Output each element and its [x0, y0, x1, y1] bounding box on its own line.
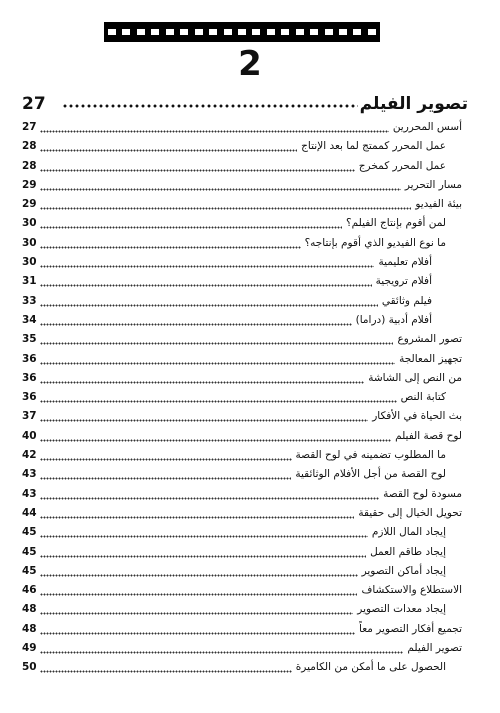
- toc-entry-leader: [40, 169, 355, 172]
- toc-entry-label: تجميع أفكار التصوير معاً: [359, 622, 462, 635]
- toc-entry-label: إيجاد طاقم العمل: [370, 545, 446, 558]
- toc-entry[interactable]: [22, 505, 462, 524]
- toc-entry-leader: [40, 632, 355, 635]
- toc-entry-leader: [40, 419, 368, 422]
- toc-entry-page: 45: [22, 564, 37, 577]
- toc-entry-leader: [40, 497, 379, 500]
- toc-entry[interactable]: [22, 466, 462, 485]
- toc-entry-page: 37: [22, 410, 37, 423]
- toc-entry-leader: [40, 381, 364, 384]
- toc-entry-page: 31: [22, 275, 37, 288]
- toc-entry[interactable]: [22, 447, 462, 466]
- toc-entry-leader: [40, 670, 292, 673]
- toc-entry-leader: [40, 458, 292, 461]
- toc-entry-leader: [40, 323, 352, 326]
- toc-entry-leader: [40, 400, 397, 403]
- toc-entry[interactable]: [22, 621, 462, 640]
- toc-entry[interactable]: [22, 138, 462, 157]
- toc-entry-label: تحويل الخيال إلى حقيقة: [358, 506, 462, 519]
- toc-entry-page: 36: [22, 371, 37, 384]
- toc-entry[interactable]: [22, 196, 462, 215]
- toc-entry-leader: [40, 265, 374, 268]
- toc-entry-page: 36: [22, 391, 37, 404]
- toc-entry-page: 36: [22, 352, 37, 365]
- toc-entry[interactable]: [22, 582, 462, 601]
- toc-entry[interactable]: [22, 389, 462, 408]
- toc-entry[interactable]: [22, 312, 462, 331]
- toc-entry[interactable]: [22, 254, 462, 273]
- toc-entry-page: 49: [22, 642, 37, 655]
- toc-entry-leader: [40, 555, 366, 558]
- toc-entry-label: تصوير الفيلم: [407, 642, 462, 655]
- toc-list: [22, 119, 462, 679]
- toc-entry-leader: [40, 246, 301, 249]
- toc-entry-leader: [40, 612, 353, 615]
- toc-entry-label: لمن أقوم بإنتاج الفيلم؟: [346, 217, 446, 230]
- toc-entry-page: 44: [22, 506, 37, 519]
- toc-entry-page: 34: [22, 313, 37, 326]
- toc-entry-leader: [40, 516, 354, 519]
- toc-entry-label: مسار التحرير: [404, 178, 462, 191]
- toc-entry[interactable]: [22, 273, 462, 292]
- toc-entry-label: فيلم وثائقي: [381, 294, 432, 307]
- toc-entry-label: ما نوع الفيديو الذي أقوم بإنتاجه؟: [304, 236, 446, 249]
- toc-entry[interactable]: [22, 640, 462, 659]
- toc-entry-page: 35: [22, 333, 37, 346]
- toc-entry-label: إيجاد المال اللازم: [371, 526, 446, 539]
- toc-entry-page: 33: [22, 294, 37, 307]
- toc-entry[interactable]: [22, 524, 462, 543]
- toc-entry-label: الحصول على ما أمكن من الكاميرة: [295, 661, 446, 674]
- film-strip-holes: [108, 29, 376, 35]
- toc-entry-label: الاستطلاع والاستكشاف: [361, 584, 462, 597]
- toc-entry-page: 30: [22, 217, 37, 230]
- toc-entry-page: 29: [22, 178, 37, 191]
- toc-entry[interactable]: [22, 177, 462, 196]
- toc-entry-page: 43: [22, 487, 37, 500]
- toc-entry-leader: [40, 362, 395, 365]
- toc-entry-label: تجهيز المعالجة: [399, 352, 462, 365]
- toc-heading[interactable]: [22, 94, 468, 116]
- toc-entry-page: 46: [22, 584, 37, 597]
- toc-entry-page: 28: [22, 140, 37, 153]
- toc-entry-page: 42: [22, 449, 37, 462]
- toc-entry-leader: [40, 226, 342, 229]
- toc-entry-page: 40: [22, 429, 37, 442]
- toc-entry-label: أفلام تعليمية: [378, 256, 432, 269]
- toc-entry-leader: [40, 304, 378, 307]
- toc-entry-leader: [40, 188, 401, 191]
- toc-entry-page: 27: [22, 121, 37, 133]
- toc-entry[interactable]: [22, 215, 462, 234]
- toc-entry[interactable]: [22, 293, 462, 312]
- toc-entry-page: 30: [22, 236, 37, 249]
- toc-entry-label: من النص إلى الشاشة: [368, 371, 462, 384]
- toc-entry-label: بيئة الفيديو: [415, 198, 462, 211]
- toc-entry[interactable]: [22, 563, 462, 582]
- toc-heading-label: تصوير الفيلم: [359, 94, 468, 114]
- toc-entry-label: ما المطلوب تضمينه في لوح القصة: [295, 449, 446, 462]
- toc-entry[interactable]: [22, 408, 462, 427]
- toc-entry-leader: [40, 284, 372, 287]
- toc-entry-leader: [40, 535, 368, 538]
- toc-entry-label: مسودة لوح القصة: [383, 487, 462, 500]
- toc-entry-label: إيجاد أماكن التصوير: [361, 564, 446, 577]
- toc-entry-label: إيجاد معدات التصوير: [357, 603, 446, 616]
- toc-entry-label: أسس المحررين: [392, 121, 462, 133]
- toc-entry-page: 29: [22, 198, 37, 211]
- toc-entry-label: لوح قصة الفيلم: [395, 429, 462, 442]
- toc-entry-label: عمل المحرر كممتج لما بعد الإنتاج: [301, 140, 446, 153]
- toc-entry-leader: [40, 130, 389, 133]
- toc-entry-page: 50: [22, 661, 37, 674]
- toc-entry-label: لوح القصة من أجل الأفلام الوثائقية: [295, 468, 446, 481]
- toc-entry[interactable]: [22, 119, 462, 138]
- toc-entry-leader: [40, 149, 297, 152]
- toc-entry-label: عمل المحرر كمخرج: [358, 159, 446, 172]
- toc-entry-page: 43: [22, 468, 37, 481]
- toc-entry-page: 48: [22, 622, 37, 635]
- toc-entry-label: بث الحياة في الأفكار: [372, 410, 462, 423]
- chapter-number: 2: [238, 44, 262, 84]
- toc-entry[interactable]: [22, 601, 462, 620]
- toc-entry[interactable]: [22, 351, 462, 370]
- toc-entry[interactable]: [22, 158, 462, 177]
- toc-entry-leader: [40, 342, 393, 345]
- toc-entry-page: 45: [22, 545, 37, 558]
- toc-entry-leader: [40, 439, 391, 442]
- toc-entry-leader: [40, 651, 403, 654]
- toc-entry-leader: [40, 593, 357, 596]
- toc-entry[interactable]: [22, 235, 462, 254]
- toc-entry[interactable]: [22, 428, 462, 447]
- toc-entry[interactable]: [22, 331, 462, 350]
- toc-entry-label: كتابة النص: [400, 391, 446, 404]
- toc-heading-page: 27: [22, 94, 46, 114]
- toc-entry[interactable]: [22, 659, 462, 678]
- toc-entry-leader: [40, 574, 358, 577]
- toc-entry-page: 45: [22, 526, 37, 539]
- toc-entry[interactable]: [22, 486, 462, 505]
- toc-entry-leader: [40, 477, 291, 480]
- toc-entry-page: 48: [22, 603, 37, 616]
- toc-entry-label: أفلام ترويجية: [375, 275, 432, 288]
- toc-entry-label: أفلام أدبية (دراما): [355, 313, 432, 326]
- toc-entry[interactable]: [22, 370, 462, 389]
- toc-entry-label: تصور المشروع: [397, 333, 462, 346]
- toc-heading-leader: [62, 104, 358, 108]
- toc-entry-leader: [40, 207, 411, 210]
- toc-entry[interactable]: [22, 544, 462, 563]
- toc-entry-page: 28: [22, 159, 37, 172]
- toc-entry-page: 30: [22, 256, 37, 269]
